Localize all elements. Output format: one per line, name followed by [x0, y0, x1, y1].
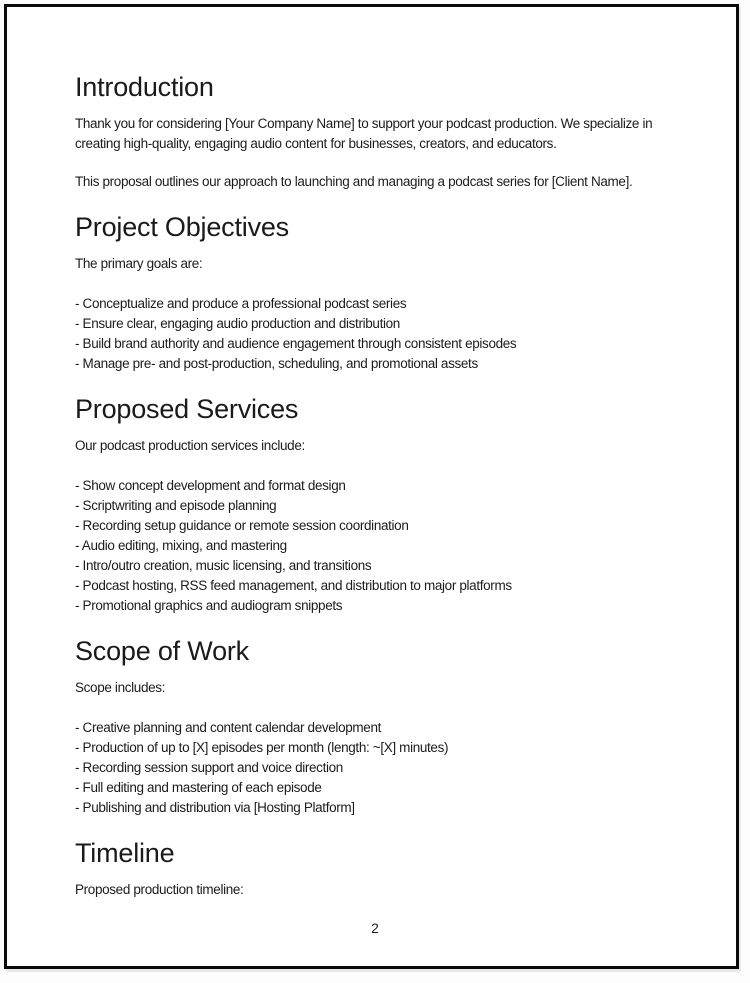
list-item: - Recording session support and voice direction: [75, 760, 343, 775]
list-item: - Publishing and distribution via [Hosting Platform]: [75, 800, 355, 815]
section-heading: Timeline: [75, 838, 175, 868]
page-number: 2: [371, 921, 379, 936]
section-proposed-services: [75, 392, 687, 616]
paragraph: Our podcast production services include:: [75, 438, 305, 453]
section-introduction: [75, 70, 687, 192]
paragraph: The primary goals are:: [75, 256, 203, 271]
list-item: - Podcast hosting, RSS feed management, and distribution to major platforms: [75, 578, 512, 593]
paragraph: Thank you for considering [Your Company Name] to support your podcast production. We specialize in creating high-quality, engaging audio content for businesses, creators, and educators.: [75, 116, 653, 151]
list-item: - Ensure clear, engaging audio production and distribution: [75, 316, 400, 331]
list-item: - Manage pre- and post-production, scheduling, and promotional assets: [75, 356, 478, 371]
paragraph: Scope includes:: [75, 680, 166, 695]
list-item: - Build brand authority and audience engagement through consistent episodes: [75, 336, 517, 351]
bullet-list: [75, 476, 687, 616]
page-content: [7, 7, 736, 900]
bullet-list: [75, 294, 687, 374]
list-item: - Intro/outro creation, music licensing, and transitions: [75, 558, 372, 573]
section-heading: Project Objectives: [75, 212, 289, 242]
list-item: - Full editing and mastering of each episode: [75, 780, 322, 795]
section-heading: Scope of Work: [75, 636, 249, 666]
document-page: [4, 4, 739, 969]
list-item: - Conceptualize and produce a professional podcast series: [75, 296, 407, 311]
section-timeline: [75, 836, 687, 900]
list-item: - Promotional graphics and audiogram snippets: [75, 598, 343, 613]
list-item: - Production of up to [X] episodes per month (length: ~[X] minutes): [75, 740, 449, 755]
paragraph: This proposal outlines our approach to launching and managing a podcast series for [Client Name].: [75, 174, 633, 189]
section-project-objectives: [75, 210, 687, 374]
section-heading: Proposed Services: [75, 394, 299, 424]
list-item: - Creative planning and content calendar development: [75, 720, 382, 735]
list-item: - Recording setup guidance or remote session coordination: [75, 518, 409, 533]
section-scope-of-work: [75, 634, 687, 818]
list-item: - Scriptwriting and episode planning: [75, 498, 277, 513]
bullet-list: [75, 718, 687, 818]
paragraph: Proposed production timeline:: [75, 882, 244, 897]
list-item: - Show concept development and format design: [75, 478, 346, 493]
section-heading: Introduction: [75, 72, 214, 102]
list-item: - Audio editing, mixing, and mastering: [75, 538, 287, 553]
